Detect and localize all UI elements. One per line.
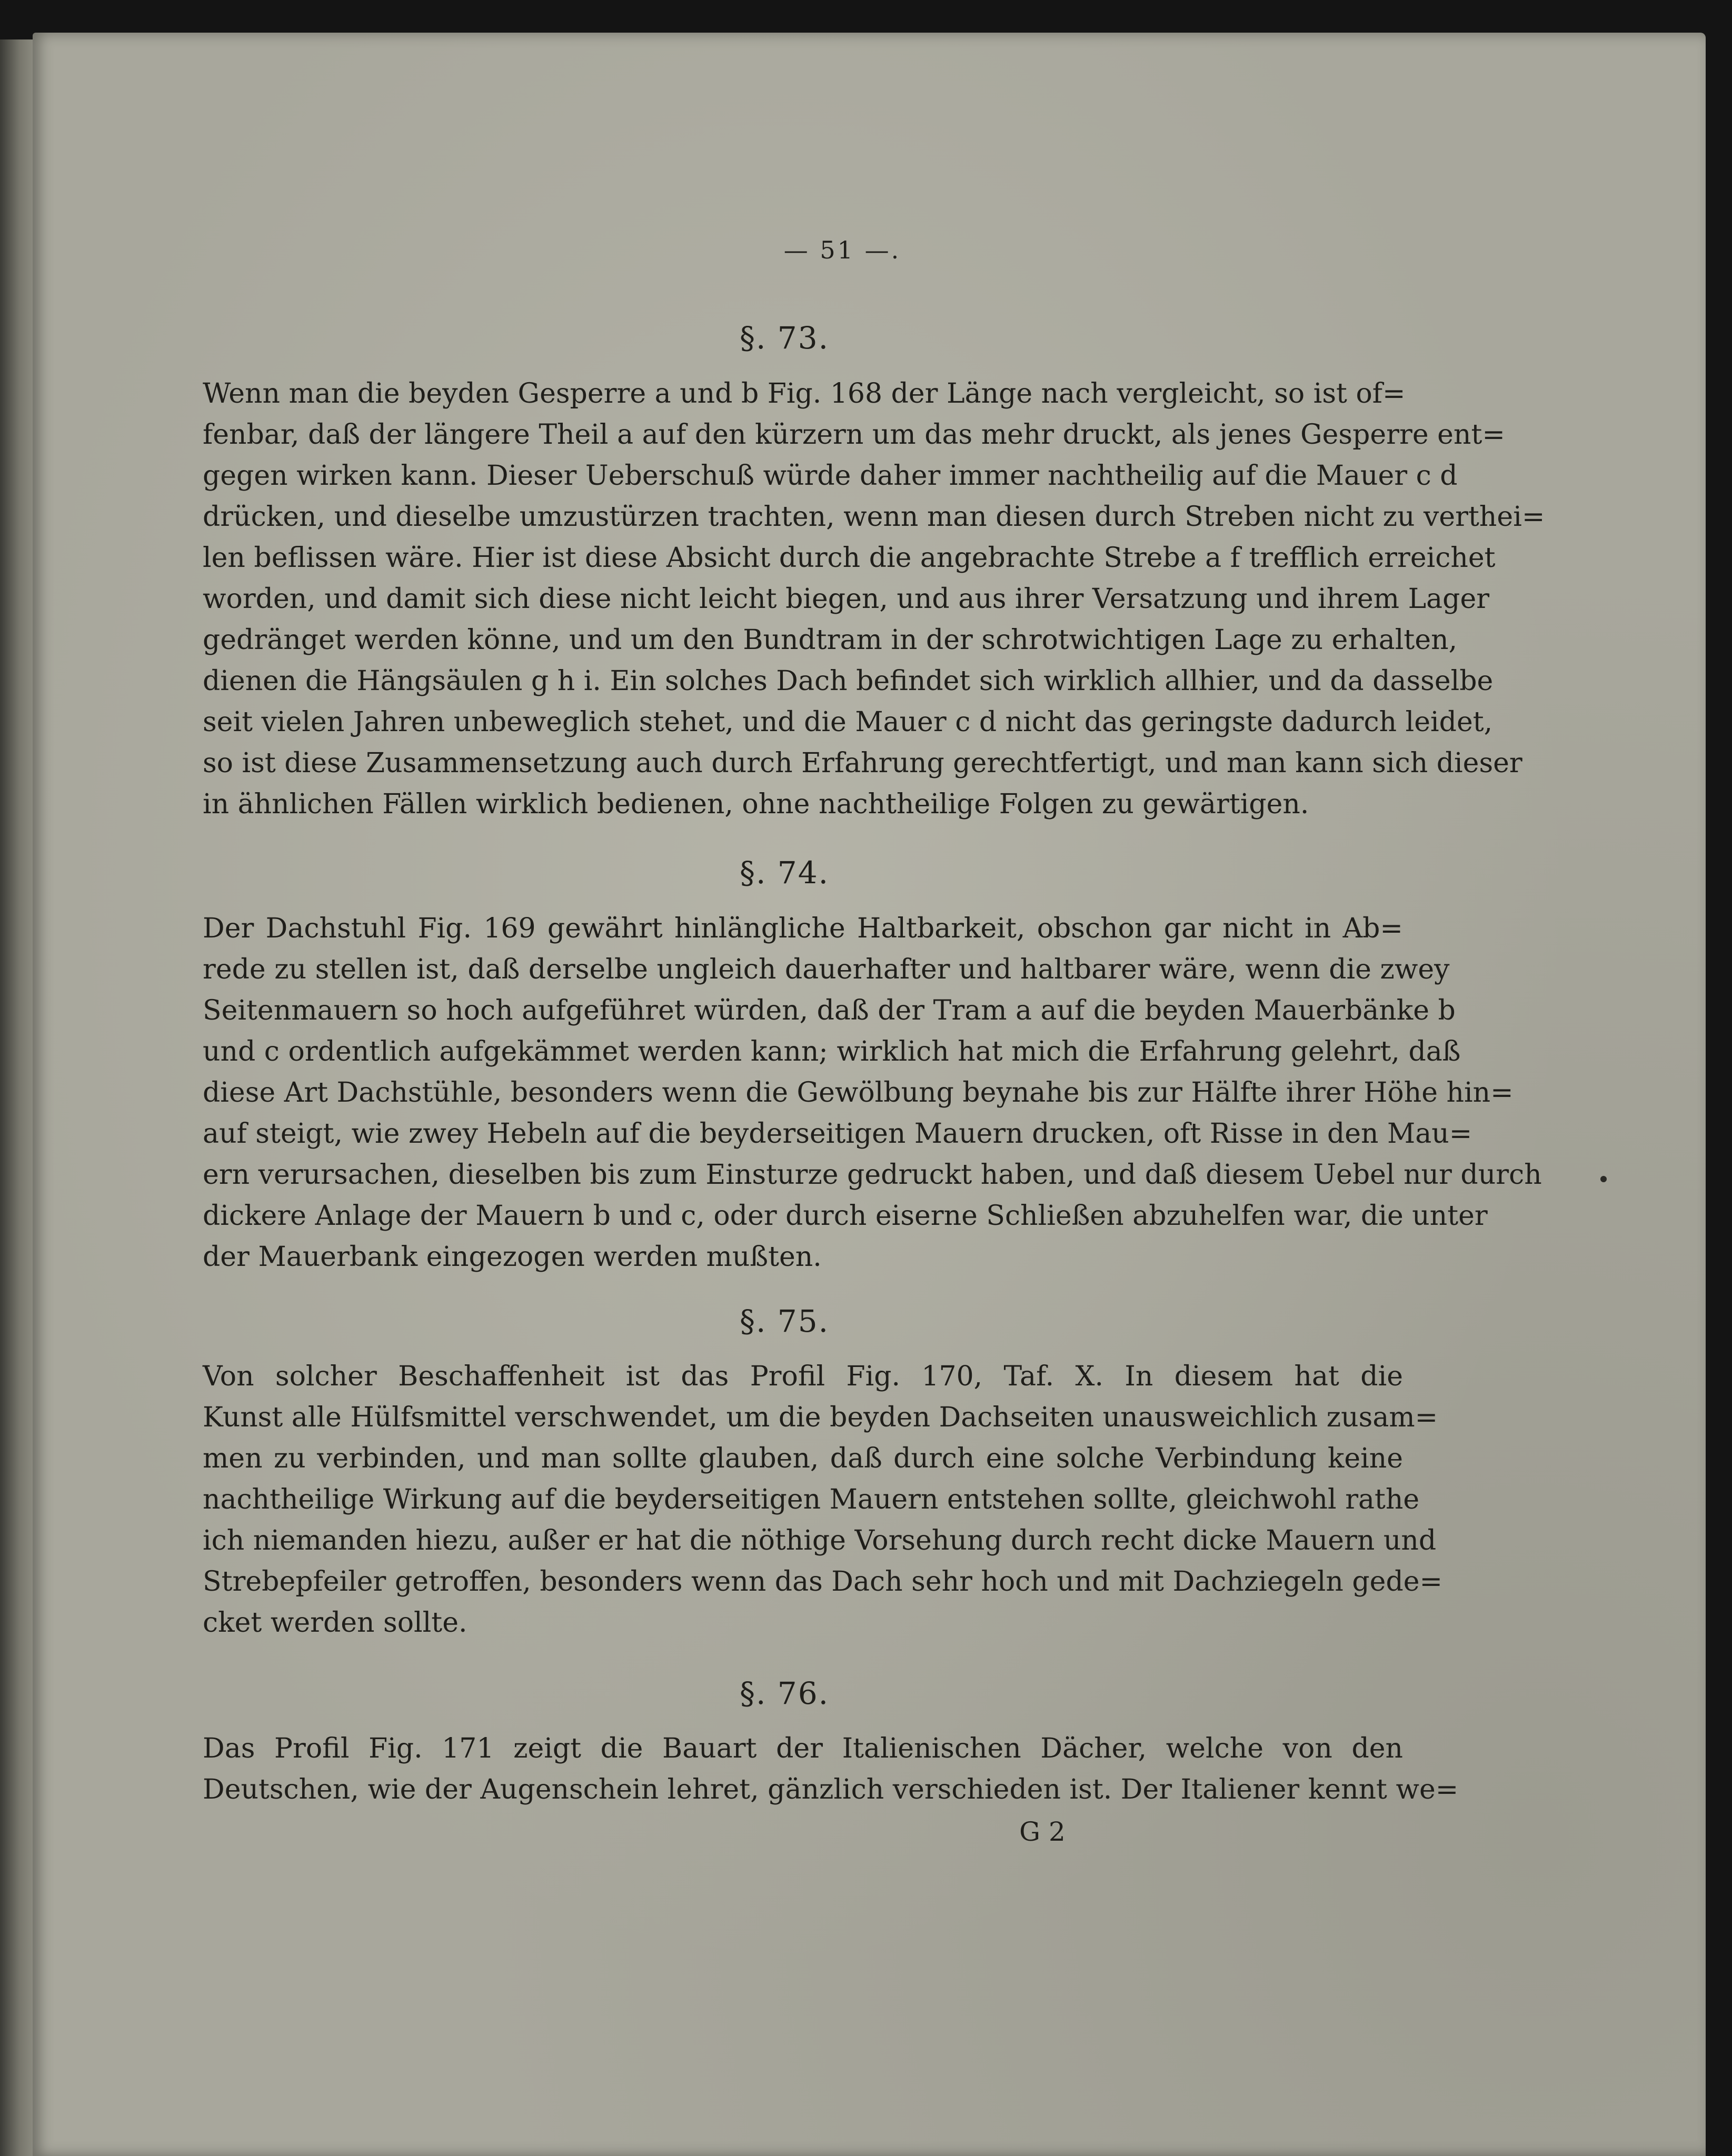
text-line: fenbar, daß der längere Theil a auf den kürzern um das mehr druckt, als jenes Gesperre ent=: [203, 419, 1505, 451]
text-line: len beflissen wäre. Hier ist diese Absicht durch die angebrachte Strebe a f trefflich erreichet: [203, 542, 1496, 574]
text-line: Kunst alle Hülfsmittel verschwendet, um die beyden Dachseiten unausweichlich zusam=: [203, 1402, 1438, 1433]
text-line: men zu verbinden, und man sollte glauben, daß durch eine solche Verbindung keine: [203, 1443, 1403, 1474]
paper-speck: [1600, 1176, 1607, 1182]
section-heading-74: §. 74.: [739, 855, 830, 891]
text-line: Der Dachstuhl Fig. 169 gewährt hinlängliche Haltbarkeit, obschon gar nicht in Ab=: [203, 913, 1403, 944]
text-line: auf steigt, wie zwey Hebeln auf die beyderseitigen Mauern drucken, oft Risse in den Mau=: [203, 1118, 1472, 1150]
text-line: gedränget werden könne, und um den Bundtram in der schrotwichtigen Lage zu erhalten,: [203, 624, 1458, 656]
text-line: in ähnlichen Fällen wirklich bedienen, ohne nachtheilige Folgen zu gewärtigen.: [203, 788, 1309, 820]
text-line: Strebepfeiler getroffen, besonders wenn das Dach sehr hoch und mit Dachziegeln gede=: [203, 1566, 1443, 1598]
text-line: cket werden sollte.: [203, 1607, 467, 1639]
text-line: dickere Anlage der Mauern b und c, oder durch eiserne Schließen abzuhelfen war, die unter: [203, 1200, 1488, 1232]
left-page-edge: [0, 39, 36, 2156]
text-line: Seitenmauern so hoch aufgeführet würden, daß der Tram a auf die beyden Mauerbänke b: [203, 995, 1456, 1026]
text-line: Von solcher Beschaffenheit ist das Profil Fig. 170, Taf. X. In diesem hat die: [203, 1361, 1403, 1392]
section-heading-75: §. 75.: [739, 1303, 830, 1339]
text-line: und c ordentlich aufgekämmet werden kann; wirklich hat mich die Erfahrung gelehrt, daß: [203, 1036, 1461, 1067]
text-line: seit vielen Jahren unbeweglich stehet, und die Mauer c d nicht das geringste dadurch leidet,: [203, 706, 1493, 738]
text-line: Wenn man die beyden Gesperre a und b Fig. 168 der Länge nach vergleicht, so ist of=: [203, 378, 1406, 410]
text-line: so ist diese Zusammensetzung auch durch Erfahrung gerechtfertigt, und man kann sich dieser: [203, 747, 1522, 779]
text-line: diese Art Dachstühle, besonders wenn die Gewölbung beynahe bis zur Hälfte ihrer Höhe hin=: [203, 1077, 1514, 1109]
section-heading-76: §. 76.: [739, 1675, 830, 1711]
text-line: ich niemanden hiezu, außer er hat die nöthige Vorsehung durch recht dicke Mauern und: [203, 1525, 1437, 1556]
page-number-header: — 51 —.: [783, 236, 901, 264]
text-line: ern verursachen, dieselben bis zum Einsturze gedruckt haben, und daß diesem Uebel nur durch: [203, 1159, 1542, 1191]
signature-mark: G 2: [1019, 1816, 1066, 1847]
text-line: Deutschen, wie der Augenschein lehret, gänzlich verschieden ist. Der Italiener kennt we=: [203, 1774, 1459, 1805]
text-line: drücken, und dieselbe umzustürzen trachten, wenn man diesen durch Streben nicht zu verthei=: [203, 501, 1545, 533]
text-line: dienen die Hängsäulen g h i. Ein solches Dach befindet sich wirklich allhier, und da dasselbe: [203, 665, 1494, 697]
text-line: Das Profil Fig. 171 zeigt die Bauart der Italienischen Dächer, welche von den: [203, 1733, 1403, 1764]
text-line: gegen wirken kann. Dieser Ueberschuß würde daher immer nachtheilig auf die Mauer c d: [203, 460, 1458, 492]
section-heading-73: §. 73.: [739, 320, 830, 356]
text-line: rede zu stellen ist, daß derselbe ungleich dauerhafter und haltbarer wäre, wenn die zwey: [203, 954, 1450, 985]
text-line: worden, und damit sich diese nicht leicht biegen, und aus ihrer Versatzung und ihrem Lager: [203, 583, 1490, 615]
text-line: der Mauerbank eingezogen werden mußten.: [203, 1241, 822, 1273]
text-line: nachtheilige Wirkung auf die beyderseitigen Mauern entstehen sollte, gleichwohl rathe: [203, 1484, 1420, 1515]
